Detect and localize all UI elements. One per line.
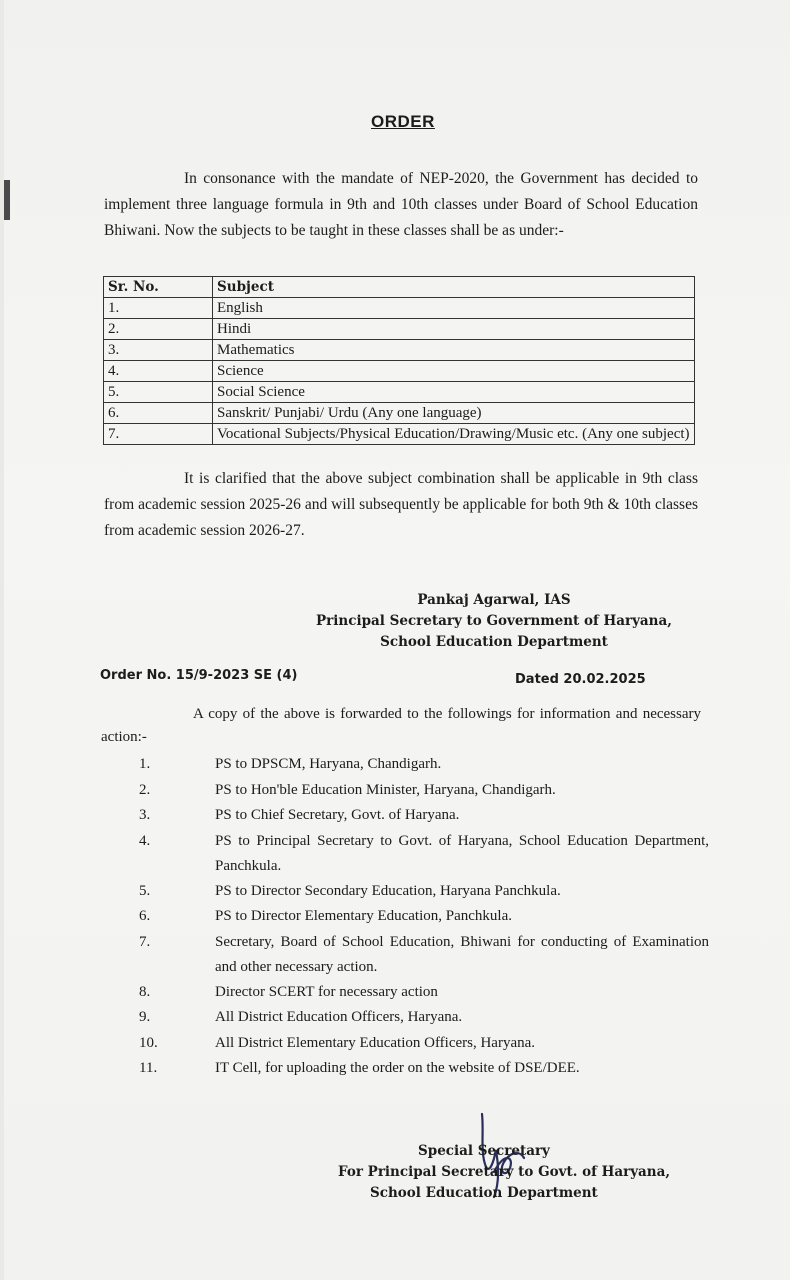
list-text: PS to Director Elementary Education, Panchkula. bbox=[215, 908, 513, 924]
list-item bbox=[139, 778, 709, 804]
distribution-list bbox=[139, 752, 709, 1082]
list-item bbox=[139, 904, 709, 930]
table-row bbox=[104, 319, 695, 340]
list-number: 9. bbox=[139, 1009, 151, 1025]
subject-cell: Science bbox=[213, 361, 695, 382]
list-number: 3. bbox=[139, 807, 151, 823]
subject-cell: Social Science bbox=[213, 382, 695, 403]
list-text: PS to DPSCM, Haryana, Chandigarh. bbox=[215, 756, 442, 772]
list-text: Secretary, Board of School Education, Bhiwani for conducting of Examination and other necessary action. bbox=[215, 933, 709, 975]
footer-signatory-block bbox=[334, 1141, 679, 1204]
footer-line-3: School Education Department bbox=[370, 1185, 598, 1201]
list-item bbox=[139, 1056, 709, 1082]
signatory-block bbox=[294, 590, 694, 653]
document-page bbox=[4, 0, 790, 1280]
signatory-department: School Education Department bbox=[380, 634, 608, 650]
list-number: 4. bbox=[139, 832, 151, 849]
table-row bbox=[104, 340, 695, 361]
list-number: 2. bbox=[139, 781, 151, 798]
page-edge-shadow bbox=[4, 180, 10, 220]
list-item bbox=[139, 980, 709, 1006]
subject-cell: Sanskrit/ Punjabi/ Urdu (Any one language) bbox=[213, 403, 695, 424]
clarification-text: It is clarified that the above subject combination shall be applicable in 9th class from academic session 2025-26 and will subsequently be applicable for both 9th & 10th classes from academic session 2026-27. bbox=[104, 470, 698, 539]
table-header-row bbox=[104, 277, 695, 298]
list-text: PS to Hon'ble Education Minister, Haryana, Chandigarh. bbox=[215, 781, 556, 798]
list-number: 1. bbox=[139, 756, 151, 772]
sr-cell: 1. bbox=[104, 298, 213, 319]
list-text: Director SCERT for necessary action bbox=[215, 983, 438, 1000]
sr-cell: 6. bbox=[104, 403, 213, 424]
list-item bbox=[139, 879, 709, 905]
copy-intro-text: A copy of the above is forwarded to the followings for information and necessary action:- bbox=[101, 706, 701, 745]
list-item bbox=[139, 829, 709, 879]
table-row bbox=[104, 382, 695, 403]
subject-cell: English bbox=[213, 298, 695, 319]
list-text: PS to Chief Secretary, Govt. of Haryana. bbox=[215, 807, 460, 823]
sr-cell: 2. bbox=[104, 319, 213, 340]
list-number: 5. bbox=[139, 882, 151, 899]
list-text: All District Elementary Education Officers, Haryana. bbox=[215, 1034, 536, 1051]
table-row bbox=[104, 424, 695, 445]
clarification-paragraph bbox=[104, 466, 698, 544]
list-item bbox=[139, 930, 709, 980]
list-number: 8. bbox=[139, 983, 151, 1000]
sr-cell: 4. bbox=[104, 361, 213, 382]
signatory-name: Pankaj Agarwal, IAS bbox=[417, 592, 571, 608]
order-date: Dated 20.02.2025 bbox=[515, 672, 646, 687]
sr-cell: 5. bbox=[104, 382, 213, 403]
list-item bbox=[139, 803, 709, 829]
list-item bbox=[139, 1005, 709, 1031]
intro-text: In consonance with the mandate of NEP-2020, the Government has decided to implement three language formula in 9th and 10th classes under Board of School Education Bhiwani. Now the subjects to be taught in these classes shall be as under:- bbox=[104, 170, 698, 239]
subjects-table bbox=[103, 276, 695, 445]
list-text: IT Cell, for uploading the order on the website of DSE/DEE. bbox=[215, 1060, 580, 1076]
copy-intro-paragraph bbox=[101, 703, 701, 749]
sr-cell: 3. bbox=[104, 340, 213, 361]
list-text: PS to Principal Secretary to Govt. of Haryana, School Education Department, Panchkula. bbox=[215, 832, 709, 874]
list-number: 7. bbox=[139, 933, 151, 950]
list-item bbox=[139, 752, 709, 778]
footer-line-2: For Principal Secretary to Govt. of Haryana, bbox=[338, 1164, 671, 1180]
signatory-designation: Principal Secretary to Government of Haryana, bbox=[316, 613, 672, 629]
subject-cell: Hindi bbox=[213, 319, 695, 340]
subject-cell: Mathematics bbox=[213, 340, 695, 361]
order-number: Order No. 15/9-2023 SE (4) bbox=[100, 668, 298, 683]
list-item bbox=[139, 1031, 709, 1057]
header-sr-no: Sr. No. bbox=[104, 277, 213, 298]
list-number: 10. bbox=[139, 1034, 158, 1051]
subject-cell: Vocational Subjects/Physical Education/Drawing/Music etc. (Any one subject) bbox=[213, 424, 695, 445]
table-row bbox=[104, 403, 695, 424]
order-title: ORDER bbox=[371, 112, 435, 131]
intro-paragraph bbox=[104, 166, 698, 244]
list-text: PS to Director Secondary Education, Haryana Panchkula. bbox=[215, 882, 561, 899]
list-number: 6. bbox=[139, 908, 151, 924]
header-subject: Subject bbox=[213, 277, 695, 298]
table-row bbox=[104, 361, 695, 382]
sr-cell: 7. bbox=[104, 424, 213, 445]
footer-line-1: Special Secretary bbox=[418, 1143, 550, 1159]
list-number: 11. bbox=[139, 1060, 158, 1076]
table-row bbox=[104, 298, 695, 319]
list-text: All District Education Officers, Haryana. bbox=[215, 1009, 463, 1025]
